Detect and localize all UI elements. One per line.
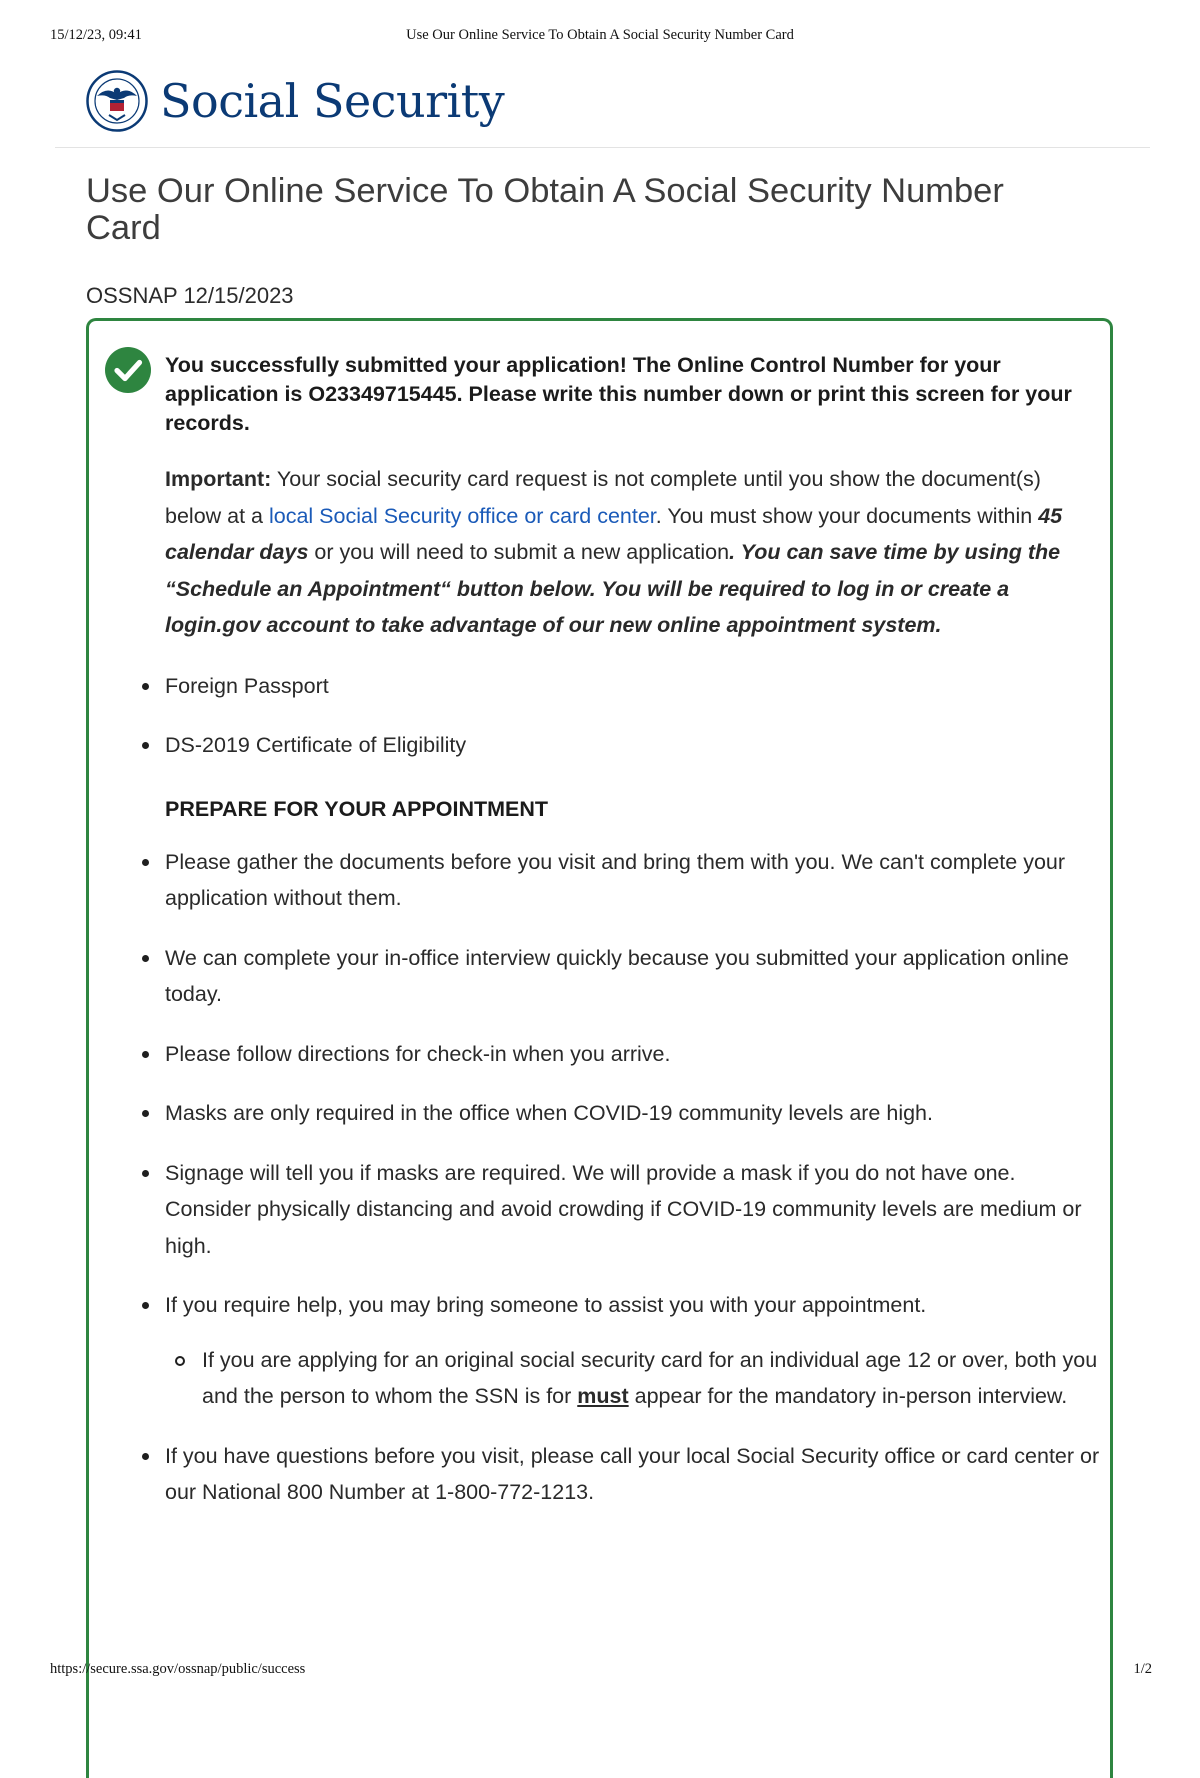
- prepare-item-help: [101, 1287, 1100, 1415]
- prepare-item: If you have questions before you visit, please call your local Social Security office or card center or our National 800 Number at 1-800-772-1213.: [101, 1438, 1100, 1511]
- print-document-title: Use Our Online Service To Obtain A Social Security Number Card: [406, 27, 794, 43]
- prepare-heading: PREPARE FOR YOUR APPOINTMENT: [165, 796, 549, 821]
- print-timestamp: 15/12/23, 09:41: [50, 27, 142, 43]
- help-sub-text-after: appear for the mandatory in-person interview.: [628, 1384, 1068, 1408]
- must-emphasis: must: [577, 1384, 629, 1408]
- print-footer: [0, 1661, 1200, 1681]
- help-sub-list: [165, 1342, 1100, 1415]
- office-locator-link[interactable]: local Social Security office or card center: [268, 503, 656, 528]
- alert-body: [165, 351, 1100, 1534]
- print-url: https://secure.ssa.gov/ossnap/public/success: [50, 1661, 306, 1677]
- important-text-2: . You must show your documents within: [655, 503, 1039, 528]
- important-notice: [165, 461, 1100, 644]
- prepare-item: Signage will tell you if masks are required. We will provide a mask if you do not have one. Consider physically distancing and avoid crowding if COVID-19 community levels are medium or high.: [101, 1155, 1100, 1265]
- print-page-number: 1/2: [1133, 1661, 1152, 1677]
- important-label: Important:: [165, 467, 272, 491]
- reference-prefix: OSSNAP: [86, 283, 178, 308]
- prepare-item: We can complete your in-office interview quickly because you submitted your application online today.: [101, 940, 1100, 1013]
- required-documents-list: [165, 668, 1100, 764]
- prepare-item: Please gather the documents before you visit and bring them with you. We can't complete your application without them.: [101, 844, 1100, 917]
- help-sub-text-before: If you are applying for an original social security card for an individual age 12 or over, both you and the person to whom the SSN is for: [202, 1347, 1098, 1408]
- important-text-1: Your social security card request is not complete until you show the document(s) below at a: [165, 467, 1041, 528]
- prepare-list: [165, 844, 1100, 1511]
- brand-name: Social Security: [160, 74, 505, 128]
- header-divider: [55, 147, 1150, 148]
- prepare-item-help-text: If you require help, you may bring someone to assist you with your appointment.: [165, 1293, 927, 1317]
- reference-date: 12/15/2023: [183, 283, 294, 308]
- page-title: Use Our Online Service To Obtain A Social Security Number Card: [86, 172, 1004, 247]
- document-item: Foreign Passport: [101, 668, 1100, 705]
- schedule-note: You can save time by using the “Schedule an Appointment“ button below. You will be required to log in or create a login.gov account to take advantage of our new online appointment system.: [165, 540, 1061, 637]
- document-item: DS-2019 Certificate of Eligibility: [101, 727, 1100, 764]
- success-alert: [86, 318, 1113, 1778]
- check-circle-icon: [105, 347, 151, 393]
- site-brand[interactable]: [86, 68, 504, 134]
- print-header: [0, 27, 1200, 51]
- prepare-item: Please follow directions for check-in when you arrive.: [101, 1036, 1100, 1073]
- reference-line: [86, 283, 294, 309]
- success-message: You successfully submitted your application! The Online Control Number for your application is O23349715445. Please write this number down or print this screen for your records.: [165, 353, 1072, 435]
- important-period: .: [729, 540, 736, 564]
- prepare-item: Masks are only required in the office when COVID-19 community levels are high.: [101, 1095, 1100, 1132]
- help-sub-item: [165, 1342, 1100, 1415]
- deadline-days: 45 calendar days: [165, 503, 1063, 564]
- ssa-seal-icon: [86, 70, 148, 132]
- important-text-3: or you will need to submit a new application: [308, 540, 730, 564]
